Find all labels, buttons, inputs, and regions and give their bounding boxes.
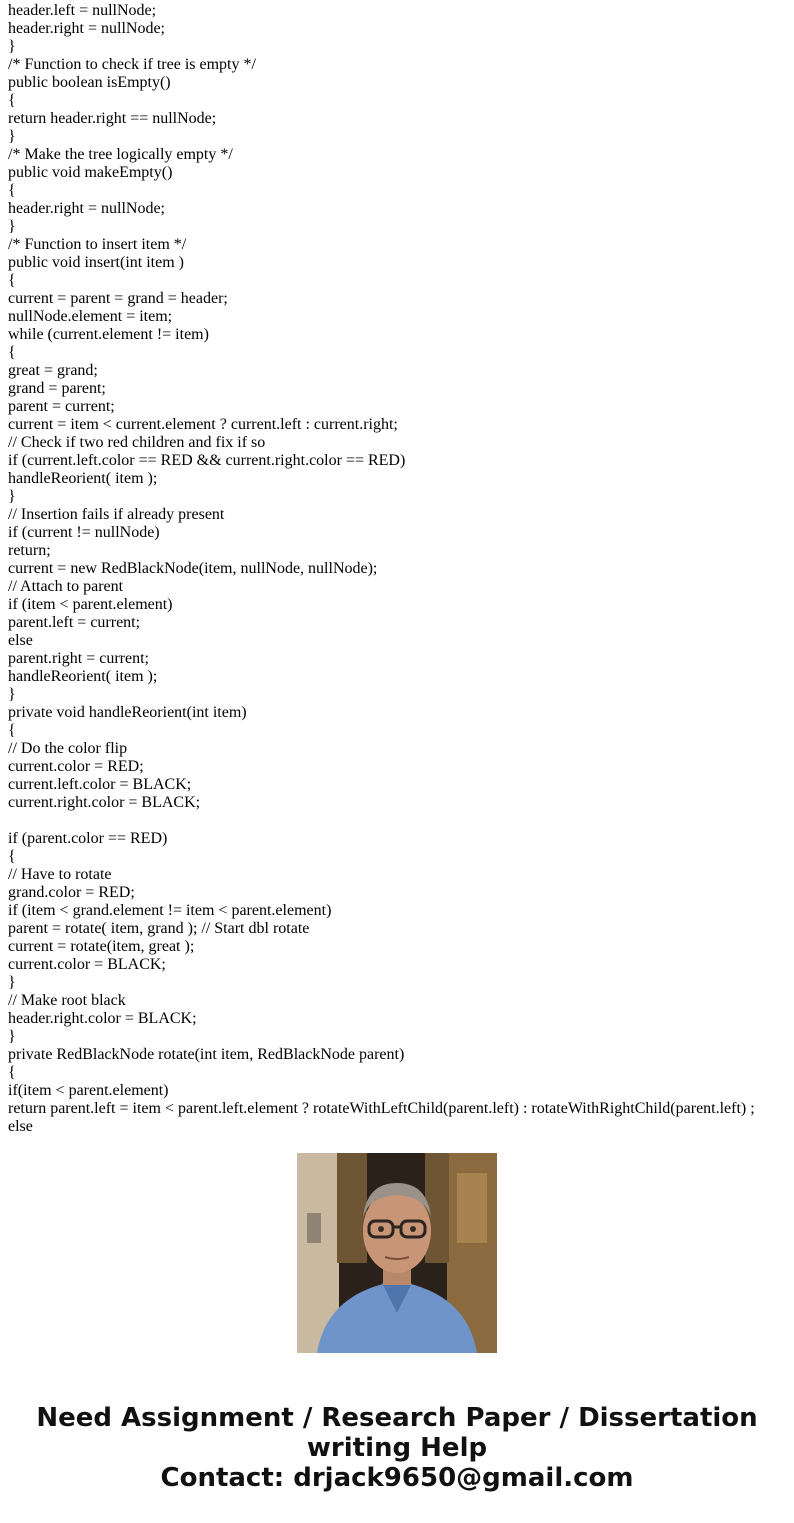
code-line: } [8,488,16,505]
code-lines [8,0,755,1136]
promo-banner [0,1403,794,1493]
code-line: /* Make the tree logically empty */ [8,146,233,163]
code-line [8,812,755,830]
code-line: else [8,1118,33,1135]
code-line: if(item < parent.element) [8,1082,169,1099]
code-line: grand = parent; [8,380,106,397]
code-line: } [8,218,16,235]
code-line: return header.right == nullNode; [8,110,217,127]
code-line: // Have to rotate [8,866,112,883]
code-line: private void handleReorient(int item) [8,704,247,721]
code-line: return; [8,542,51,559]
code-line: header.right.color = BLACK; [8,1010,197,1027]
code-line: { [8,1064,16,1081]
avatar [297,1153,497,1353]
code-line: while (current.element != item) [8,326,209,343]
code-line: current = item < current.element ? current.left : current.right; [8,416,398,433]
code-line: { [8,182,16,199]
promo-line-1: Need Assignment / Research Paper / Dissertation [36,1403,758,1433]
code-line: nullNode.element = item; [8,308,173,325]
code-line: /* Function to insert item */ [8,236,187,253]
code-line: current = new RedBlackNode(item, nullNode, nullNode); [8,560,378,577]
promo-line-2: writing Help [306,1433,488,1463]
code-line: current.right.color = BLACK; [8,794,201,811]
code-line: current.color = RED; [8,758,144,775]
code-line: } [8,128,16,145]
code-line: handleReorient( item ); [8,668,158,685]
code-line: public void makeEmpty() [8,164,173,181]
code-line: // Do the color flip [8,740,128,757]
code-line: header.right = nullNode; [8,200,165,217]
code-line: /* Function to check if tree is empty */ [8,56,256,73]
code-line: private RedBlackNode rotate(int item, RedBlackNode parent) [8,1046,405,1063]
code-line: public void insert(int item ) [8,254,184,271]
code-line: current = rotate(item, great ); [8,938,195,955]
code-line: // Insertion fails if already present [8,506,225,523]
code-line: parent.left = current; [8,614,141,631]
code-line: if (item < grand.element != item < parent.element) [8,902,332,919]
code-line: return parent.left = item < parent.left.element ? rotateWithLeftChild(parent.left) : rotateWithRightChild(parent.left) ; [8,1100,755,1117]
code-line: grand.color = RED; [8,884,135,901]
code-line: current.left.color = BLACK; [8,776,192,793]
code-line: } [8,686,16,703]
code-line: if (item < parent.element) [8,596,173,613]
code-line: { [8,92,16,109]
promo-contact: Contact: drjack9650@gmail.com [160,1463,634,1493]
code-line: { [8,722,16,739]
code-line: current.color = BLACK; [8,956,166,973]
code-line: great = grand; [8,362,98,379]
code-line: } [8,1028,16,1045]
code-line: handleReorient( item ); [8,470,158,487]
code-line: current = parent = grand = header; [8,290,228,307]
code-line: { [8,272,16,289]
code-line: parent.right = current; [8,650,149,667]
code-line: if (parent.color == RED) [8,830,168,847]
code-line: { [8,848,16,865]
code-line: // Check if two red children and fix if so [8,434,266,451]
code-line: } [8,974,16,991]
code-line: parent = current; [8,398,115,415]
code-line: // Attach to parent [8,578,124,595]
code-line: parent = rotate( item, grand ); // Start dbl rotate [8,920,310,937]
code-line: header.left = nullNode; [8,2,157,19]
code-line: } [8,38,16,55]
code-line: public boolean isEmpty() [8,74,171,91]
code-line: else [8,632,33,649]
code-line: if (current != nullNode) [8,524,160,541]
avatar-portrait [297,1153,497,1353]
code-line: // Make root black [8,992,126,1009]
code-line: if (current.left.color == RED && current.right.color == RED) [8,452,406,469]
code-line: { [8,344,16,361]
code-line: header.right = nullNode; [8,20,165,37]
